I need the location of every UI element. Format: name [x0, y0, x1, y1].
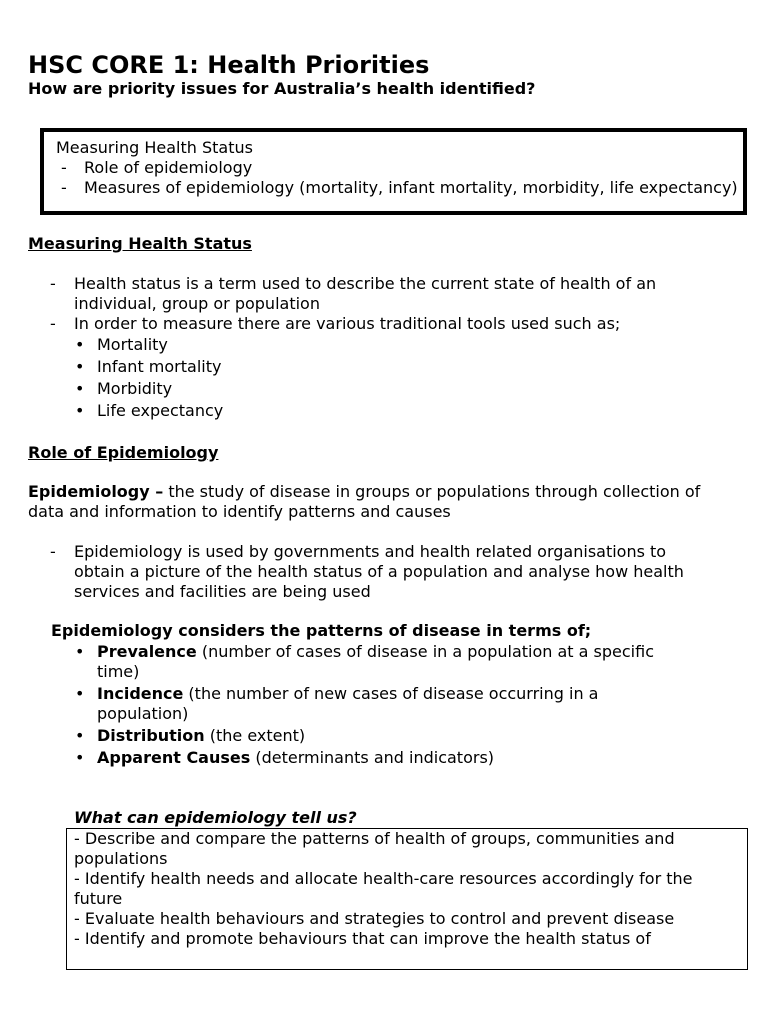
list-item: • Morbidity [75, 378, 223, 400]
list-item: - Epidemiology is used by governments and health related organisations to obtain a picture of the health status of a population and analyse how health services and facilities are being used [50, 542, 710, 602]
section-heading-measuring: Measuring Health Status [28, 234, 252, 253]
list-item: - In order to measure there are various traditional tools used such as; [50, 314, 710, 334]
list-item: • Incidence (the number of new cases of disease occurring in a population) [75, 684, 675, 724]
list-item: • Mortality [75, 334, 223, 356]
role-points [50, 542, 710, 602]
tools-list [75, 334, 223, 422]
page-title: HSC CORE 1: Health Priorities [28, 51, 430, 79]
list-item: • Distribution (the extent) [75, 726, 675, 746]
summary-box-item: - Measures of epidemiology (mortality, infant mortality, morbidity, life expectancy) [61, 178, 738, 197]
list-item: • Apparent Causes (determinants and indicators) [75, 748, 675, 768]
epidemiology-definition [28, 482, 708, 522]
box-line: - Identify and promote behaviours that can improve the health status of [74, 929, 651, 948]
patterns-list [75, 642, 675, 770]
summary-box-item: - Role of epidemiology [61, 158, 253, 177]
tell-us-box [66, 828, 748, 970]
list-item: • Infant mortality [75, 356, 223, 378]
measuring-points [50, 274, 710, 334]
list-item: • Prevalence (number of cases of disease in a population at a specific time) [75, 642, 675, 682]
section-heading-role: Role of Epidemiology [28, 443, 219, 462]
page-subtitle: How are priority issues for Australia’s health identified? [28, 79, 536, 98]
box-line: - Describe and compare the patterns of health of groups, communities and populations [74, 829, 675, 868]
definition-term: Epidemiology – [28, 482, 164, 501]
tell-us-heading: What can epidemiology tell us? [74, 808, 357, 827]
box-line: - Evaluate health behaviours and strategies to control and prevent disease [74, 909, 675, 928]
summary-box-heading: Measuring Health Status [56, 138, 253, 157]
list-item: • Life expectancy [75, 400, 223, 422]
box-line: - Identify health needs and allocate health-care resources accordingly for the future [74, 869, 693, 908]
summary-box [40, 128, 747, 215]
list-item: - Health status is a term used to describe the current state of health of an individual, group or population [50, 274, 710, 314]
patterns-heading: Epidemiology considers the patterns of disease in terms of; [51, 621, 592, 640]
definition-text: the study of disease in groups or populations through collection of data and information to identify patterns and causes [28, 482, 701, 521]
